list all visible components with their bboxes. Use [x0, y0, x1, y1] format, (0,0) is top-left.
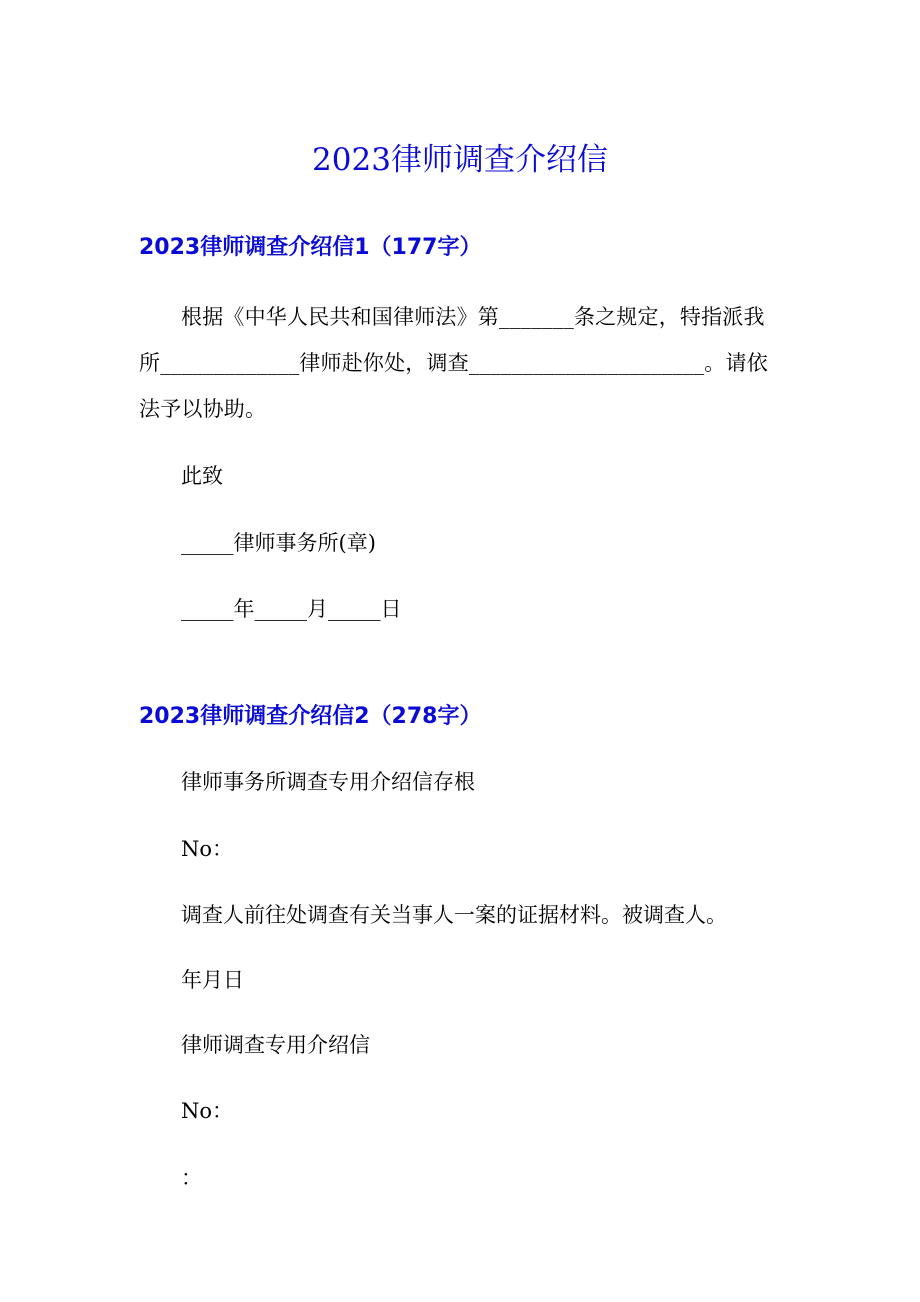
section-2-paragraph-letter-title: 律师调查专用介绍信 [181, 1033, 370, 1057]
section-2-paragraph-stub-title: 律师事务所调查专用介绍信存根 [181, 770, 475, 794]
section-2-heading: 2023律师调查介绍信2（278字） [139, 704, 482, 729]
section-2-paragraph-colon: ： [181, 1166, 202, 1190]
section-1-paragraph-date: _____年_____月_____日 [181, 597, 402, 621]
section-1-paragraph-salutation: 此致 [181, 464, 223, 488]
section-2-paragraph-number-2: No： [181, 1099, 234, 1123]
section-2-paragraph-date: 年月日 [181, 968, 244, 992]
section-1-paragraph-firm-seal: _____律师事务所(章) [181, 531, 376, 555]
section-1-heading: 2023律师调查介绍信1（177字） [139, 235, 482, 260]
section-2-paragraph-investigation: 调查人前往处调查有关当事人一案的证据材料。被调查人。 [181, 903, 727, 927]
section-1-paragraph-intro: 根据《中华人民共和国律师法》第_______条之规定，特指派我所_____________律师赴你处，调查______________________。请依法予以协助。 [139, 305, 768, 421]
section-2-paragraph-number: No： [181, 837, 234, 861]
document-title: 2023律师调查介绍信 [312, 142, 608, 178]
